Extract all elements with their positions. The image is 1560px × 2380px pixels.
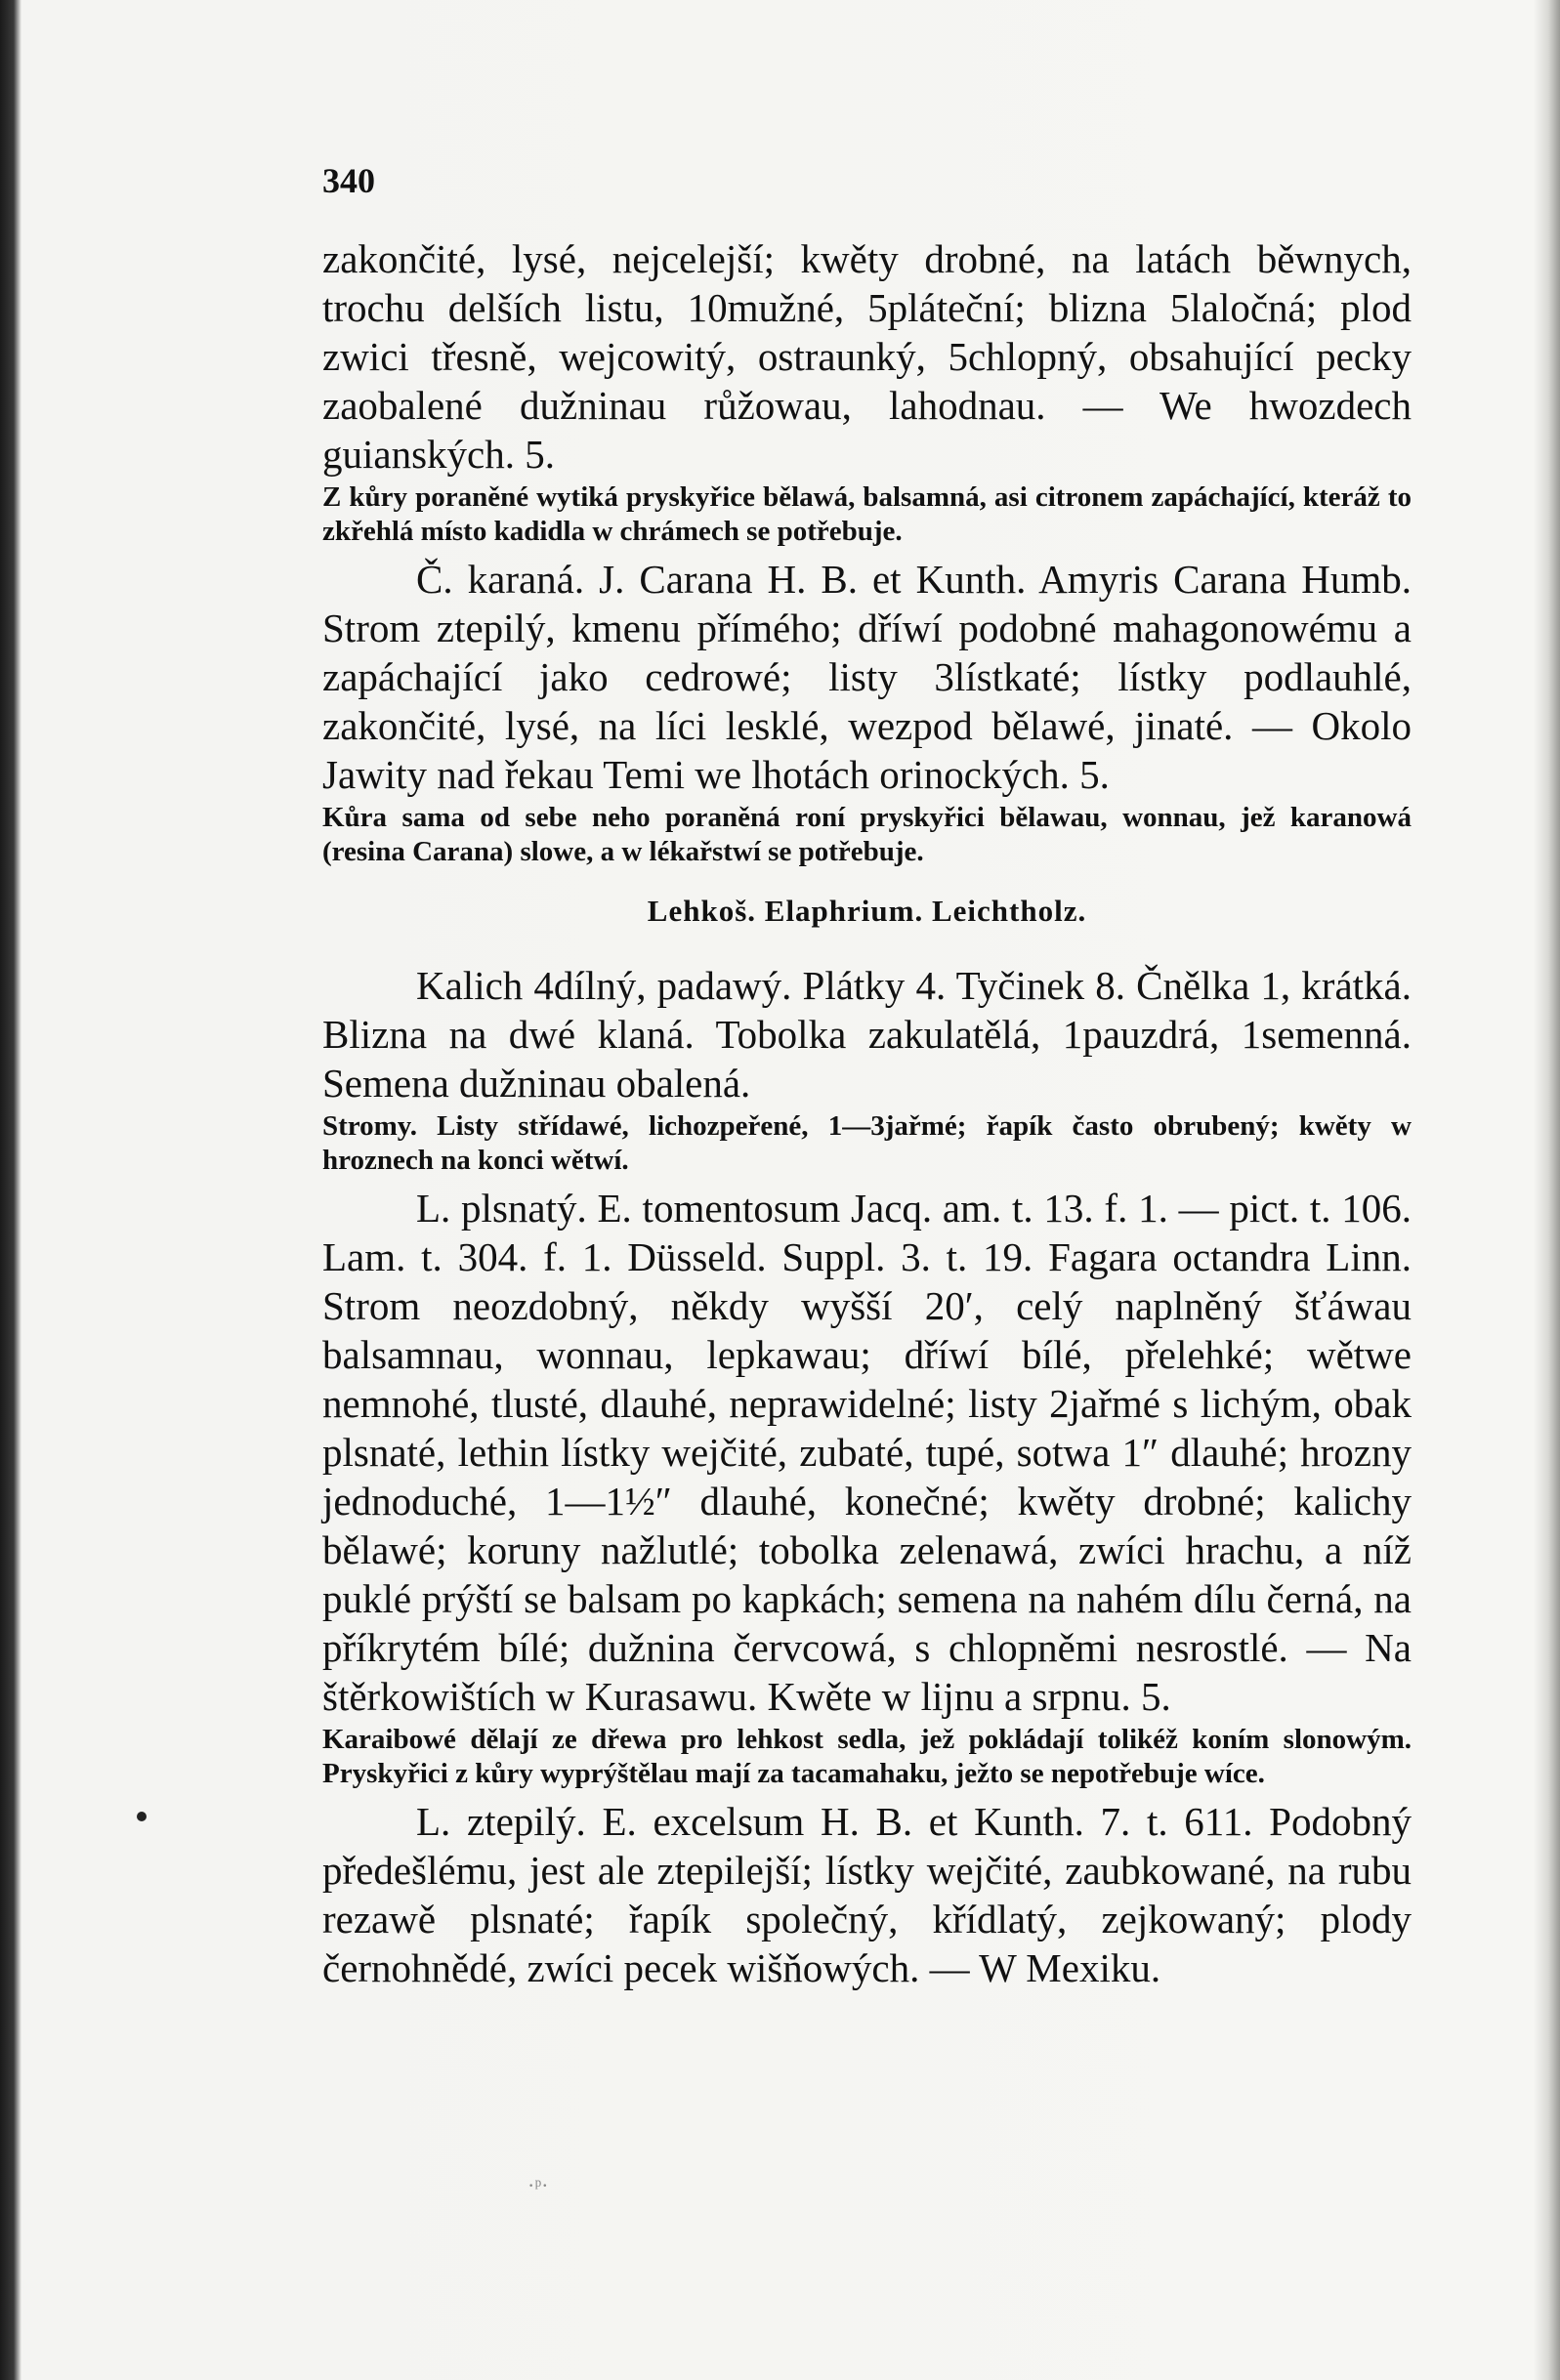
- footer-mark: ·ᵖ·: [527, 2173, 549, 2197]
- paragraph-1: zakončité, lysé, nejcelejší; kwěty drobné, na latách běwnych, trochu delších listu, 10mužné, 5pláteční; blizna 5laločná; plod zwici třesně, wejcowitý, ostraunký, 5chlopný, obsahující pecky zaobalené dužninau růžowau, lahodnau. — We hwozdech guianských. 5.: [322, 236, 1412, 477]
- page-number: 340: [322, 161, 375, 200]
- note-1: Z kůry poraněné wytiká pryskyřice bělawá, balsamná, asi citronem zapáchající, kteráž to zkřehlá místo kadidla w chrámech se potřebuje.: [322, 481, 1412, 547]
- page-body: [322, 156, 1412, 1992]
- note-genus: Stromy. Listy střídawé, lichozpeřené, 1—3jařmé; řapík často obrubený; kwěty w hroznech na konci wětwí.: [322, 1110, 1412, 1176]
- margin-dot: [137, 1812, 147, 1821]
- paragraph-genus: Kalich 4dílný, padawý. Plátky 4. Tyčinek 8. Čnělka 1, krátká. Blizna na dwé klaná. Tobolka zakulatělá, 1pauzdrá, 1semenná. Semena dužninau obalená.: [322, 963, 1412, 1106]
- genus-heading: Lehkoš. Elaphrium. Leichtholz.: [647, 894, 1087, 928]
- note-carana: Kůra sama od sebe neho poraněná roní pryskyřici bělawau, wonnau, jež karanowá (resina Carana) slowe, a w lékařstwí se potřebuje.: [322, 802, 1412, 867]
- note-tomentosum: Karaibowé dělají ze dřewa pro lehkost sedla, jež pokládají tolikéž koním slonowým. Pryskyřici z kůry wyprýštělau mají za tacamahaku, ježto se nepotřebuje wíce.: [322, 1724, 1412, 1789]
- paragraph-carana: Č. karaná. J. Carana H. B. et Kunth. Amyris Carana Humb. Strom ztepilý, kmenu přímého; dříwí podobné mahagonowému a zapáchající jako cedrowé; listy 3lístkaté; lístky podlauhlé, zakončité, lysé, na líci lesklé, wezpod bělawé, jinaté. — Okolo Jawity nad řekau Temi we lhotách orinockých. 5.: [322, 557, 1412, 797]
- paragraph-tomentosum: L. plsnatý. E. tomentosum Jacq. am. t. 13. f. 1. — pict. t. 106. Lam. t. 304. f. 1. Düsseld. Suppl. 3. t. 19. Fagara octandra Linn. Strom neozdobný, někdy wyšší 20′, celý naplněný šťáwau balsamnau, wonnau, lepkawau; dříwí bílé, přelehké; wětwe nemnohé, tlusté, dlauhé, neprawidelné; listy 2jařmé s lichým, obak plsnaté, lethin lístky wejčité, zubaté, tupé, sotwa 1″ dlauhé; hrozny jednoduché, 1—1½″ dlauhé, konečné; kwěty drobné; kalichy bělawé; koruny nažlutlé; tobolka zelenawá, zwíci hrachu, a níž puklé prýští se balsam po kapkách; semena na nahém dílu černá, na příkrytém bílé; dužnina červcowá, s chlopněmi nesrostlé. — Na štěrkowištích w Kurasawu. Kwěte w lijnu a srpnu. 5.: [322, 1186, 1412, 1719]
- paragraph-excelsum: L. ztepilý. E. excelsum H. B. et Kunth. 7. t. 611. Podobný předešlému, jest ale ztepilejší; lístky wejčité, zaubkowané, na rubu rezawě plsnaté; řapík společný, křídlatý, zejkowaný; plody černohnědé, zwíci pecek wišňowých. — W Mexiku.: [322, 1799, 1412, 1990]
